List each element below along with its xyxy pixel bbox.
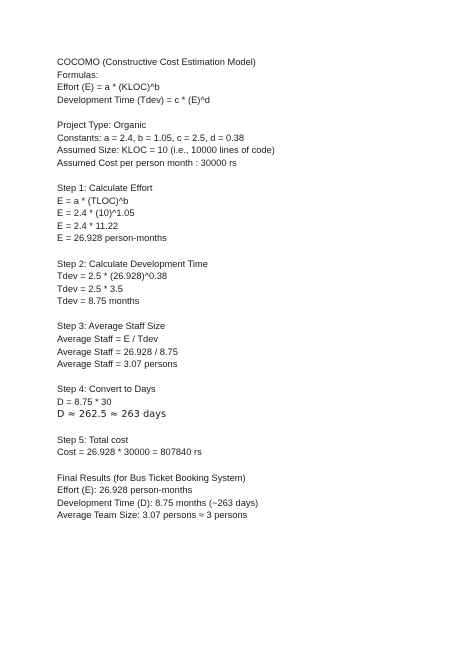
- step1-line: E = 26.928 person-months: [57, 233, 167, 244]
- step1-line: E = a * (TLOC)^b: [57, 195, 129, 206]
- spacer: [57, 421, 457, 434]
- document-body: [57, 56, 457, 522]
- step3-line: Average Staff = E / Tdev: [57, 334, 159, 345]
- document-title: COCOMO (Constructive Cost Estimation Model): [57, 57, 256, 67]
- spacer: [57, 106, 457, 119]
- spacer: [57, 459, 457, 472]
- step2-line: Tdev = 8.75 months: [57, 296, 140, 307]
- step2-title: Step 2: Calculate Development Time: [57, 258, 208, 269]
- step4-line: D ≈ 262.5 ≈ 263 days: [57, 408, 167, 420]
- step2-line: Tdev = 2.5 * 3.5: [57, 283, 123, 294]
- project-constants: Constants: a = 2.4, b = 1.05, c = 2.5, d = 0.38: [57, 132, 245, 143]
- step4-line: D = 8.75 * 30: [57, 397, 112, 408]
- step3-title: Step 3: Average Staff Size: [57, 321, 166, 332]
- step1-title: Step 1: Calculate Effort: [57, 182, 153, 193]
- spacer: [57, 371, 457, 384]
- tdev-formula: Development Time (Tdev) = c * (E)^d: [57, 94, 210, 105]
- project-type: Project Type: Organic: [57, 119, 147, 130]
- formulas-label: Formulas:: [57, 69, 99, 80]
- spacer: [57, 169, 457, 182]
- project-cost: Assumed Cost per person month : 30000 rs: [57, 157, 237, 168]
- step3-line: Average Staff = 26.928 / 8.75: [57, 346, 178, 357]
- final-line: Development Time (D): 8.75 months (~263 days): [57, 497, 259, 508]
- effort-formula: Effort (E) = a * (KLOC)^b: [57, 82, 160, 93]
- spacer: [57, 308, 457, 321]
- project-size: Assumed Size: KLOC = 10 (i.e., 10000 lines of code): [57, 145, 275, 156]
- step2-line: Tdev = 2.5 * (26.928)^0.38: [57, 271, 168, 282]
- step1-line: E = 2.4 * 11.22: [57, 220, 119, 231]
- step3-line: Average Staff = 3.07 persons: [57, 359, 178, 370]
- final-line: Effort (E): 26.928 person-months: [57, 485, 193, 496]
- step5-line: Cost = 26.928 * 30000 = 807840 rs: [57, 447, 202, 458]
- final-title: Final Results (for Bus Ticket Booking System): [57, 472, 246, 483]
- step4-title: Step 4: Convert to Days: [57, 384, 156, 395]
- spacer: [57, 245, 457, 258]
- final-line: Average Team Size: 3.07 persons ≈ 3 persons: [57, 510, 248, 521]
- step1-line: E = 2.4 * (10)^1.05: [57, 208, 135, 219]
- step5-title: Step 5: Total cost: [57, 434, 129, 445]
